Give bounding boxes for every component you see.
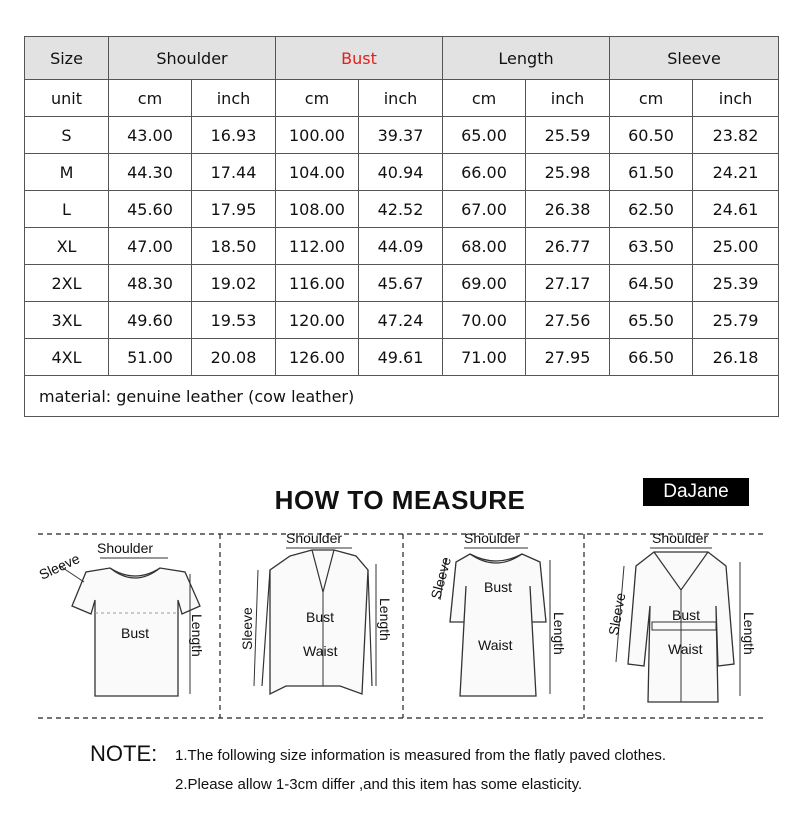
label-sleeve: Sleeve [239,607,255,650]
table-cell: 27.17 [526,265,610,302]
table-cell: 65.00 [443,117,526,154]
table-row [25,302,779,339]
table-cell: 44.09 [359,228,443,265]
table-row [25,265,779,302]
unit-cell: cm [443,80,526,117]
table-cell: 42.52 [359,191,443,228]
unit-cell: inch [192,80,276,117]
blazer-figure [239,530,393,694]
table-cell: 104.00 [276,154,359,191]
table-cell: 17.44 [192,154,276,191]
label-bust: Bust [484,579,513,595]
label-shoulder: Shoulder [286,530,343,546]
label-waist: Waist [303,643,338,659]
table-cell: 68.00 [443,228,526,265]
table-cell: 39.37 [359,117,443,154]
table-cell: 120.00 [276,302,359,339]
table-cell: 49.60 [109,302,192,339]
table-cell: 18.50 [192,228,276,265]
label-shoulder: Shoulder [97,540,154,556]
table-cell: 45.60 [109,191,192,228]
label-sleeve: Sleeve [427,555,454,601]
size-cell: S [25,117,109,154]
note-label: NOTE: [90,741,158,766]
table-cell: 26.77 [526,228,610,265]
label-sleeve: Sleeve [36,550,83,583]
dress-figure [427,530,567,696]
material-note: material: genuine leather (cow leather) [25,376,779,417]
unit-cell: cm [610,80,693,117]
label-length: Length [189,614,205,657]
how-to-measure-title: HOW TO MEASURE [274,485,526,515]
label-waist: Waist [478,637,513,653]
table-cell: 25.39 [693,265,779,302]
table-cell: 61.50 [610,154,693,191]
table-cell: 48.30 [109,265,192,302]
table-cell: 43.00 [109,117,192,154]
table-cell: 51.00 [109,339,192,376]
unit-row [25,80,779,117]
table-cell: 16.93 [192,117,276,154]
header-shoulder: Shoulder [109,37,276,80]
label-shoulder: Shoulder [652,530,709,546]
unit-cell: inch [693,80,779,117]
table-cell: 66.50 [610,339,693,376]
table-cell: 67.00 [443,191,526,228]
table-cell: 66.00 [443,154,526,191]
label-bust: Bust [672,607,701,623]
table-cell: 71.00 [443,339,526,376]
tshirt-figure [37,540,205,696]
unit-cell: inch [359,80,443,117]
table-cell: 47.00 [109,228,192,265]
table-cell: 24.61 [693,191,779,228]
table-cell: 60.50 [610,117,693,154]
header-size: Size [25,37,109,80]
label-shoulder: Shoulder [464,530,521,546]
note-line-1: 1.The following size information is measured from the flatly paved clothes. [175,747,667,764]
table-cell: 23.82 [693,117,779,154]
label-bust: Bust [306,609,335,625]
table-cell: 62.50 [610,191,693,228]
size-cell: L [25,191,109,228]
table-cell: 27.56 [526,302,610,339]
table-cell: 49.61 [359,339,443,376]
size-cell: M [25,154,109,191]
header-row [25,37,779,80]
table-cell: 47.24 [359,302,443,339]
label-waist: Waist [668,641,703,657]
label-length: Length [377,598,393,641]
table-cell: 27.95 [526,339,610,376]
label-length: Length [741,612,757,655]
table-cell: 44.30 [109,154,192,191]
table-cell: 126.00 [276,339,359,376]
table-cell: 25.98 [526,154,610,191]
header-length: Length [443,37,610,80]
table-cell: 25.00 [693,228,779,265]
table-cell: 65.50 [610,302,693,339]
unit-cell: unit [25,80,109,117]
table-cell: 25.79 [693,302,779,339]
header-bust: Bust [276,37,443,80]
table-cell: 25.59 [526,117,610,154]
label-length: Length [551,612,567,655]
table-cell: 45.67 [359,265,443,302]
table-cell: 26.18 [693,339,779,376]
table-cell: 69.00 [443,265,526,302]
size-cell: 2XL [25,265,109,302]
table-cell: 112.00 [276,228,359,265]
table-cell: 40.94 [359,154,443,191]
unit-cell: cm [109,80,192,117]
table-row [25,117,779,154]
table-cell: 63.50 [610,228,693,265]
table-cell: 26.38 [526,191,610,228]
label-sleeve: Sleeve [605,591,629,637]
table-cell: 64.50 [610,265,693,302]
material-row [25,376,779,417]
table-cell: 17.95 [192,191,276,228]
size-cell: 4XL [25,339,109,376]
table-cell: 24.21 [693,154,779,191]
table-row [25,339,779,376]
brand-badge: DaJane [643,478,749,506]
size-chart-table [24,36,779,417]
table-cell: 100.00 [276,117,359,154]
measure-illustrations [0,526,800,726]
table-row [25,228,779,265]
unit-cell: cm [276,80,359,117]
table-cell: 19.02 [192,265,276,302]
table-cell: 20.08 [192,339,276,376]
note-line-2: 2.Please allow 1-3cm differ ,and this item has some elasticity. [175,776,583,793]
table-cell: 19.53 [192,302,276,339]
label-bust: Bust [121,625,150,641]
coat-figure [605,530,757,702]
table-cell: 70.00 [443,302,526,339]
size-cell: 3XL [25,302,109,339]
table-row [25,191,779,228]
table-cell: 116.00 [276,265,359,302]
table-row [25,154,779,191]
header-sleeve: Sleeve [610,37,779,80]
unit-cell: inch [526,80,610,117]
size-cell: XL [25,228,109,265]
table-cell: 108.00 [276,191,359,228]
